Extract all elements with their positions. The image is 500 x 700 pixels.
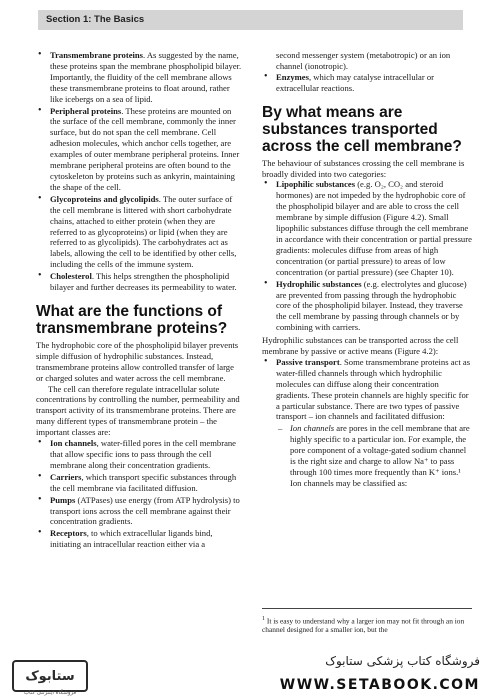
term: Glycoproteins and glycolipids [50,193,159,204]
definition: (e.g. O₂, CO₂ and steroid hormones) are not impeded by the hydrophobic core of the phospholipid bilayer and are able to cross the cell membrane by simple diffusion (Figure 4.2). Small lipophilic substances diffuse through the cell membrane in accordance with their concentration or partial pressure gradients: molecules diffuse from areas of high concentration (or partial pressure) to areas of low concentration (or partial pressure) (see Chapter 10). [276,179,472,277]
list-item [262,179,472,277]
definition: (ATPases) use energy (from ATP hydrolysis) to transport ions across the cell membrane against their concentration gradients. [50,494,240,527]
list-item [36,438,243,471]
definition: . These proteins are mounted on the surface of the cell membrane, commonly the inner surface, but do not span the cell membrane. Cell adhesion molecules, which anchor cells together, are examples of outer membrane peripheral proteins. Inner membrane peripheral proteins are often bound to the cytoskeleton by proteins such as ankyrin, maintaining the shape of the cell. [50,105,240,192]
logo-text: ستابوک [25,668,75,684]
term: Hydrophilic substances [276,278,362,289]
term: Enzymes [276,71,309,82]
paragraph: The behaviour of substances crossing the cell membrane is broadly divided into two categories: [262,157,465,179]
footnote [262,608,472,634]
definition: are pores in the cell membrane that are highly specific to a particular ion. For example, the pore component of a voltage-gated sodium channel is the right size and charge to allow Na⁺ to pass through 100 times more frequently than K⁺ ions.¹ Ion channels may be classified as: [290,423,470,488]
definition: (e.g. electrolytes and glucose) are prevented from passing through the hydrophobic core of the phospholipid bilayer. Instead, they traverse the cell membrane by passing through channels or by combining with carriers. [276,278,467,333]
list-item [36,472,243,494]
list-item [36,194,243,270]
paragraph: Hydrophilic substances can be transported across the cell membrane by passive or active means (Figure 4.2): [262,335,459,357]
footnote-text: It is easy to understand why a larger ion may not fit through an ion channel designed for a smaller ion, but the [262,616,465,635]
definition: . The outer surface of the cell membrane is littered with short carbohydrate chains, attached to either protein (when they are referred to as glycoproteins) or lipid (when they are referred to as glycolipids). The carbohydrates act as labels, allowing the cell to be identified by other cells, including the cells of the immune system. [50,193,237,270]
right-column [262,50,472,490]
term: Pumps [50,494,76,505]
definition: , which transport specific substances through the cell membrane via facilitated diffusion. [50,471,237,493]
definition: . This helps strengthen the phospholipid bilayer and further decreases its permeability to water. [50,271,237,293]
list-item [36,271,243,293]
paragraph: The hydrophobic core of the phospholipid bilayer prevents simple diffusion of hydrophilic substances. Instead, transmembrane proteins allow controlled transfer of large or charged solutes and water across the cell membrane. [36,339,239,383]
store-name: فروشگاه کتاب پزشکی ستابوک [325,654,480,668]
term: Passive transport [276,356,340,367]
store-url: WWW.SETABOOK.COM [279,677,480,693]
setabook-logo [12,660,88,692]
section-title: Section 1: The Basics [46,14,145,25]
left-column [36,50,243,551]
term: Cholesterol [50,271,92,282]
term: Receptors [50,528,87,539]
section-heading: By what means are substances transported across the cell membrane? [262,103,462,155]
list-item [262,357,472,422]
sub-list-item [276,423,472,488]
running-header [38,10,463,30]
definition: . Some transmembrane proteins act as water-filled channels through which hydrophilic molecules can diffuse along their concentration gradients. These protein channels are highly specific for a particular substance. There are two types of passive transport – ion channels and facilitated diffusion: [276,356,471,422]
list-item [36,528,243,550]
term: Lipophilic substances [276,179,356,190]
list-item [262,72,472,94]
definition: . As suggested by the name, these proteins span the membrane phospholipid bilayer. Importantly, the fluidity of the cell membrane allows these transmembrane proteins to float around, rather like icebergs on a sea of lipid. [50,50,242,104]
footnote-number: 1 [262,616,265,622]
definition: , to which extracellular ligands bind, initiating an intracellular reaction either via a [50,528,213,550]
list-item [36,50,243,105]
section-heading: What are the functions of transmembrane proteins? [36,302,228,337]
list-item [262,279,472,334]
definition: , which may catalyse intracellular or extracellular reactions. [276,71,434,93]
logo-subtitle: فروشگاه اینترنتی کتاب [23,690,77,696]
term: Ion channels [290,423,335,434]
term: Carriers [50,471,82,482]
paragraph: The cell can therefore regulate intracellular solute concentrations by controlling the number, permeability and transport activity of its transmembrane proteins. There are many different types of transmembrane protein – the important classes are: [36,383,240,438]
term: Peripheral proteins [50,105,122,116]
definition: , water-filled pores in the cell membrane that allow specific ions to pass through the cell membrane along their concentration gradients. [50,438,236,470]
term: Ion channels [50,438,97,449]
list-item [36,495,243,528]
list-item [36,106,243,193]
paragraph: second messenger system (metabotropic) or an ion channel (ionotropic). [276,50,451,71]
term: Transmembrane proteins [50,50,144,60]
